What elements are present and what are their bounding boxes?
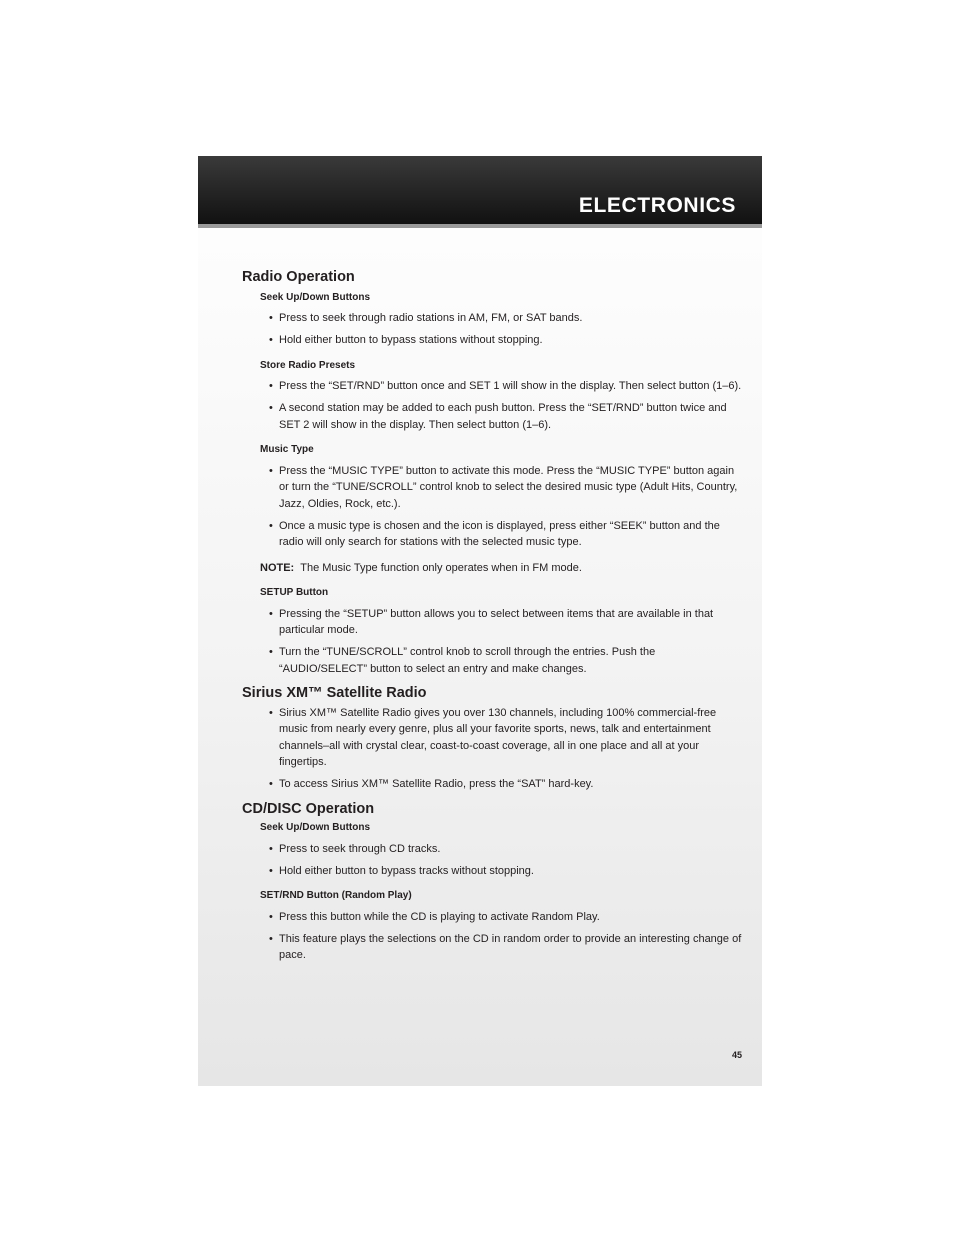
list-item: • Turn the “TUNE/SCROLL” control knob to scroll through the entries. Push the “AUDIO/SELECT” button to select an entry and make changes. xyxy=(279,644,742,677)
note-text: The Music Type function only operates when in FM mode. xyxy=(300,561,582,574)
subheading-setup-button: SETUP Button xyxy=(260,587,329,598)
presets-list xyxy=(242,378,742,433)
list-item: • Press to seek through radio stations in AM, FM, or SAT bands. xyxy=(279,310,742,327)
heading-radio-operation: Radio Operation xyxy=(242,269,355,285)
list-item: • Press this button while the CD is playing to activate Random Play. xyxy=(279,909,742,926)
manual-page xyxy=(198,156,762,1086)
heading-cd-disc-operation: CD/DISC Operation xyxy=(242,800,375,817)
list-item: • Press the “MUSIC TYPE” button to activate this mode. Press the “MUSIC TYPE” button again or turn the “TUNE/SCROLL” control knob to select the desired music type (Adult Hits, Country, Jazz, Oldies, Rock, etc.). xyxy=(279,463,742,513)
subheading-seek-buttons: Seek Up/Down Buttons xyxy=(260,291,371,303)
page-number: 45 xyxy=(731,1050,742,1060)
list-item: • Pressing the “SETUP” button allows you to select between items that are available in that particular mode. xyxy=(279,606,742,639)
list-item: • Press to seek through CD tracks. xyxy=(279,841,742,858)
list-item: • This feature plays the selections on the CD in random order to provide an interesting change of pace. xyxy=(279,931,742,964)
sirius-list xyxy=(242,705,742,793)
list-item: • Hold either button to bypass stations without stopping. xyxy=(279,332,742,349)
section-title: ELECTRONICS xyxy=(578,194,736,217)
subheading-cd-seek-buttons: Seek Up/Down Buttons xyxy=(260,822,371,833)
seek-list xyxy=(242,310,742,349)
random-play-list xyxy=(242,909,742,964)
subheading-store-presets: Store Radio Presets xyxy=(260,359,356,371)
setup-list xyxy=(242,606,742,678)
list-item: • Once a music type is chosen and the icon is displayed, press either “SEEK” button and the radio will only search for stations with the selected music type. xyxy=(279,518,742,551)
section-header-bar xyxy=(198,156,762,224)
list-item: • A second station may be added to each push button. Press the “SET/RND” button twice and SET 2 will show in the display. Then select button (1–6). xyxy=(279,400,742,433)
list-item: • Hold either button to bypass tracks without stopping. xyxy=(279,863,742,880)
heading-sirius-xm: Sirius XM™ Satellite Radio xyxy=(242,685,427,701)
list-item: • Press the “SET/RND” button once and SET 1 will show in the display. Then select button (1–6). xyxy=(279,378,742,395)
header-divider xyxy=(198,224,762,228)
page-content xyxy=(242,269,742,969)
subheading-music-type: Music Type xyxy=(260,444,314,455)
subheading-random-play: SET/RND Button (Random Play) xyxy=(260,890,412,901)
note xyxy=(260,560,742,577)
music-type-list xyxy=(242,463,742,551)
note-label: NOTE: xyxy=(260,561,295,574)
cd-seek-list xyxy=(242,841,742,880)
list-item: • Sirius XM™ Satellite Radio gives you over 130 channels, including 100% commercial-free music from nearly every genre, plus all your favorite sports, news, talk and entertainment channels–all with crystal clear, coast-to-coast coverage, all in one place and all at your fingertips. xyxy=(279,705,742,771)
list-item: • To access Sirius XM™ Satellite Radio, press the “SAT” hard-key. xyxy=(279,776,742,793)
